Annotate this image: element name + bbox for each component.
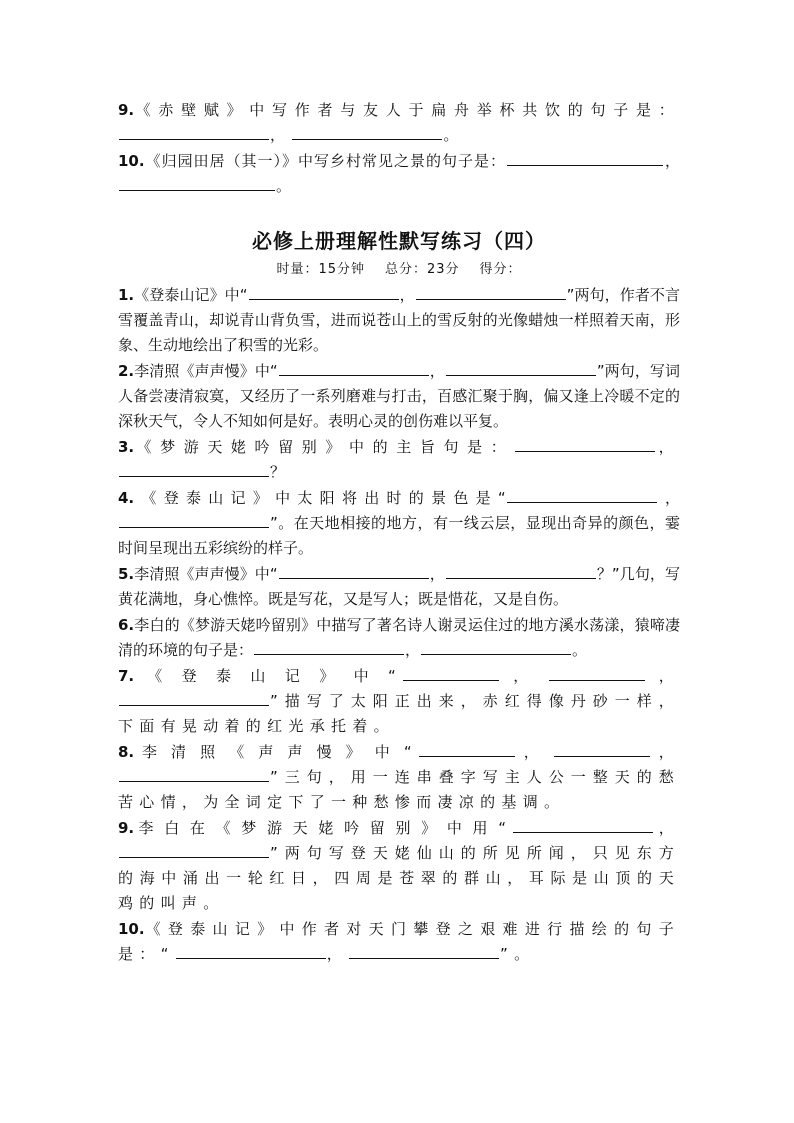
question-7: 7.《登泰山记》中“ ， ，”描写了太阳正出来，赤红得像丹砂一样，下面有晃动着的红光承托着。	[118, 667, 680, 735]
answer-blank[interactable]	[513, 818, 653, 833]
question-1: 1.《登泰山记》中“ ， ”两句，作者不言雪覆盖青山，却说青山背负雪，进而说苍山上的雪反射的光像蜡烛一样照着天南，形象、生动地绘出了积雪的光彩。	[118, 286, 680, 354]
answer-blank[interactable]	[279, 564, 429, 579]
question-number: 9.	[118, 101, 135, 119]
answer-blank[interactable]	[119, 513, 269, 528]
worksheet-page	[118, 98, 680, 968]
answer-blank[interactable]	[421, 640, 571, 655]
question-4: 4.《登泰山记》中太阳将出时的景色是“ ，”。在天地相接的地方，有一线云层，显现出奇异的颜色，霎时间呈现出五彩缤纷的样子。	[118, 489, 680, 557]
score-field: 得分：	[479, 262, 522, 277]
answer-blank[interactable]	[515, 437, 655, 452]
exam-meta	[118, 258, 680, 277]
total-score: 总分：23分	[384, 262, 460, 277]
question-10: 10.《登泰山记》中作者对天门攀登之艰难进行描绘的句子是：“ ， ”。	[118, 920, 680, 963]
answer-blank[interactable]	[249, 285, 399, 300]
answer-blank[interactable]	[292, 125, 442, 140]
question-text: 《赤壁赋》中写作者与友人于扁舟举杯共饮的句子是：	[134, 101, 680, 119]
question-text: 《归园田居（其一）》中写乡村常见之景的句子是：	[144, 152, 506, 170]
prev-question-9: 9.《赤壁赋》中写作者与友人于扁舟举杯共饮的句子是：， 。	[118, 101, 680, 144]
answer-blank[interactable]	[419, 742, 515, 757]
answer-blank[interactable]	[549, 666, 645, 681]
answer-blank[interactable]	[416, 285, 566, 300]
answer-blank[interactable]	[119, 125, 269, 140]
answer-blank[interactable]	[554, 742, 650, 757]
page-title: 必修上册理解性默写练习（四）	[252, 229, 546, 253]
answer-blank[interactable]	[119, 767, 269, 782]
answer-blank[interactable]	[507, 151, 663, 166]
answer-blank[interactable]	[279, 361, 429, 376]
question-3: 3.《梦游天姥吟留别》中的主旨句是： ，？	[118, 438, 680, 481]
question-8: 8.李清照《声声慢》中“ ， ，”三句，用一连串叠字写主人公一整天的愁苦心情，为全词定下了一种愁惨而凄凉的基调。	[118, 743, 680, 811]
answer-blank[interactable]	[119, 843, 269, 858]
prev-question-10: 10.《归园田居（其一）》中写乡村常见之景的句子是： ，。	[118, 152, 680, 195]
answer-blank[interactable]	[446, 361, 596, 376]
question-2: 2.李清照《声声慢》中“ ， ”两句，写词人备尝凄清寂寞，又经历了一系列磨难与打击，百感汇聚于胸，偏又逢上冷暖不定的深秋天气，令人不知如何是好。表明心灵的创伤难以平复。	[118, 362, 680, 430]
answer-blank[interactable]	[119, 462, 269, 477]
answer-blank[interactable]	[403, 666, 499, 681]
question-9: 9.李白在《梦游天姥吟留别》中用“ ，”两句写登天姥仙山的所见所闻，只见东方的海中涌出一轮红日，四周是苍翠的群山，耳际是山顶的天鸡的叫声。	[118, 819, 680, 912]
answer-blank[interactable]	[119, 176, 275, 191]
answer-blank[interactable]	[254, 640, 404, 655]
answer-blank[interactable]	[507, 488, 657, 503]
question-6: 6.李白的《梦游天姥吟留别》中描写了著名诗人谢灵运住过的地方溪水荡漾，猿啼凄清的环境的句子是： ， 。	[118, 616, 680, 659]
answer-blank[interactable]	[349, 944, 499, 959]
answer-blank[interactable]	[119, 691, 269, 706]
time-limit: 时量：15分钟	[276, 262, 365, 277]
question-number: 10.	[118, 152, 145, 170]
answer-blank[interactable]	[176, 944, 326, 959]
answer-blank[interactable]	[446, 564, 596, 579]
question-5: 5.李清照《声声慢》中“ ， ？”几句，写黄花满地，身心憔悴。既是写花，又是写人；既是惜花，又是自伤。	[118, 565, 680, 608]
